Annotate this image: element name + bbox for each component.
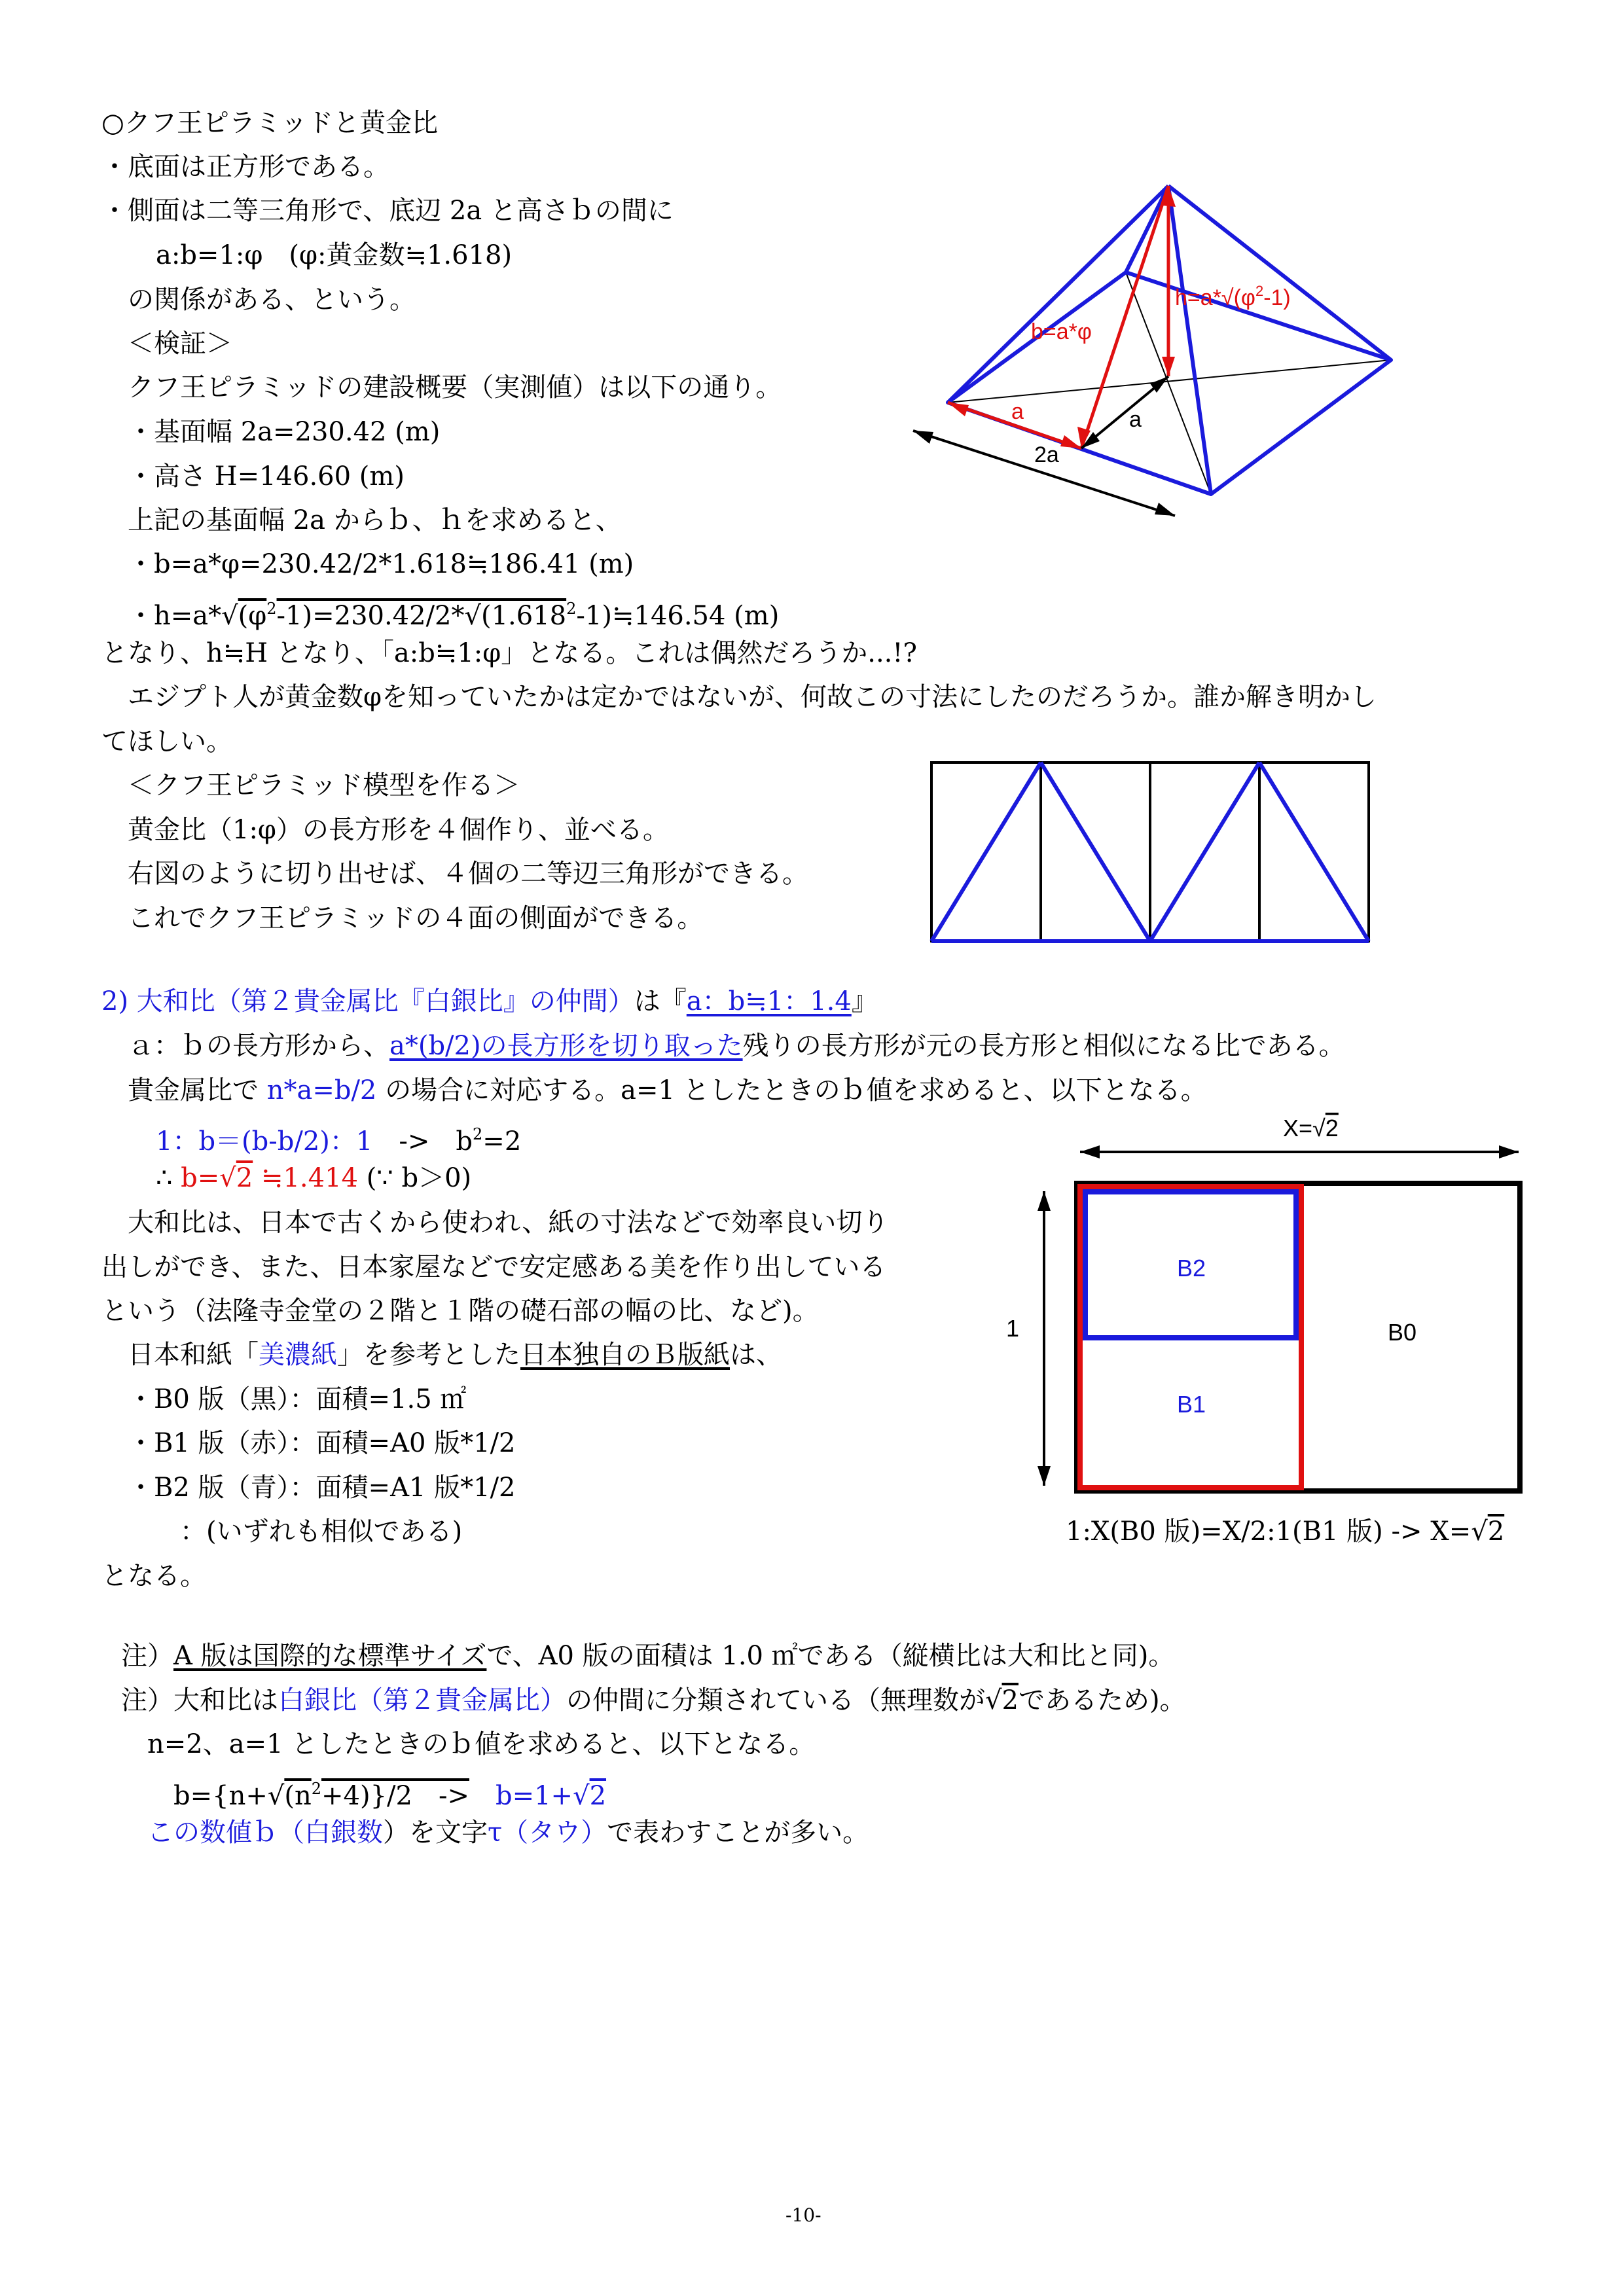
text-line: となる。 [101, 1561, 206, 1591]
label-b1: B1 [1177, 1391, 1206, 1418]
text-line: 日本和紙「美濃紙」を参考とした日本独自のＢ版紙は、 [128, 1340, 782, 1370]
text-line: 貴金属比で n*a=b/2 の場合に対応する。a=1 としたときのｂ値を求めると、以下となる。 [128, 1075, 1207, 1105]
text-line: ・側面は二等三角形で、底辺 2a と高さｂの間に [101, 196, 674, 226]
label-2a: 2a [1034, 442, 1059, 467]
text-line: 上記の基面幅 2a からｂ、ｈを求めると、 [128, 505, 622, 535]
figure-caption: 1:X(B0 版)=X/2:1(B1 版) -> X=√2 [1066, 1516, 1505, 1547]
text-line: エジプト人が黄金数φを知っていたかは定かではないが、何故この寸法にしたのだろうか。誰か解き明かし [128, 682, 1377, 712]
label-b2: B2 [1177, 1255, 1206, 1282]
text-line: ・高さ H=146.60 (m) [128, 461, 405, 492]
page-number: -10- [785, 2204, 821, 2226]
text-line: 出しができ、また、日本家屋などで安定感ある美を作り出している [101, 1252, 886, 1282]
label-a-black: a [1129, 407, 1142, 432]
note-line: 注）A 版は国際的な標準サイズで、A0 版の面積は 1.0 ㎡である（縦横比は大和比と同)。 [121, 1641, 1175, 1671]
note-line: この数値ｂ（白銀数）を文字τ（タウ）で表わすことが多い。 [147, 1818, 869, 1848]
text-line: ：(いずれも相似である) [180, 1516, 463, 1547]
label-h: $h=a*√(\varphi^2-1)$ [1175, 283, 1291, 310]
note-line: $b=\{n+√(n^2+4)\}/2$ -> b=1+√2 [173, 1780, 607, 1811]
triangle-net-diagram [929, 759, 1381, 949]
text-line: これでクフ王ピラミッドの４面の側面ができる。 [128, 903, 704, 933]
text-line: てほしい。 [101, 726, 232, 757]
text-line: ・B0 版（黒）：面積=1.5 ㎡ [128, 1384, 467, 1414]
formula-line: ・$h=a*√(\varphi^2-1)=230.42/2*√(1.618^2-1)≒146.54$ (m) [128, 600, 780, 631]
text-line: ＜クフ王ピラミッド模型を作る＞ [128, 770, 520, 800]
text-line: クフ王ピラミッドの建設概要（実測値）は以下の通り。 [128, 372, 782, 403]
text-line: 右図のように切り出せば、４個の二等辺三角形ができる。 [128, 859, 808, 889]
label-b: b=a*φ [1031, 319, 1092, 344]
text-line: ＜検証＞ [128, 329, 232, 359]
text-line: a:b=1:φ (φ:黄金数≒1.618) [156, 240, 513, 270]
text-line: の関係がある、という。 [128, 285, 416, 315]
text-line: ａ：ｂの長方形から、a*(b/2)の長方形を切り取った残りの長方形が元の長方形と相似になる比である。 [128, 1031, 1345, 1061]
text-line: 黄金比（1:φ）の長方形を４個作り、並べる。 [128, 815, 669, 845]
equation-line: ∴ b=√2 ≒1.414 (∵ b＞0) [156, 1163, 472, 1193]
text-line: 大和比は、日本で古くから使われ、紙の寸法などで効率良い切り [128, 1208, 889, 1238]
paper-size-diagram [995, 1106, 1532, 1564]
text-line: という（法隆寺金堂の２階と１階の礎石部の幅の比、など)。 [101, 1296, 819, 1326]
note-line: 注）大和比は白銀比（第２貴金属比）の仲間に分類されている（無理数が√2であるため)。 [121, 1685, 1186, 1715]
label-b0: B0 [1388, 1319, 1417, 1346]
text-line: ・B1 版（赤）：面積=A0 版*1/2 [128, 1428, 516, 1458]
side-dimension-label: 1 [1006, 1315, 1020, 1342]
label-a-red: a [1011, 399, 1024, 424]
section-title: ○クフ王ピラミッドと黄金比 [101, 108, 439, 138]
text-line: ・基面幅 2a=230.42 (m) [128, 417, 441, 447]
text-line: ・底面は正方形である。 [101, 152, 389, 182]
x-dimension-label: X=√2 [1283, 1115, 1339, 1141]
note-line: n=2、a=1 としたときのｂ値を求めると、以下となる。 [147, 1729, 816, 1759]
pyramid-diagram [903, 177, 1401, 530]
text-line: となり、h≒H となり、「a:b≒1:φ」となる。これは偶然だろうか...!? [101, 638, 917, 668]
text-line: ・B2 版（青）：面積=A1 版*1/2 [128, 1473, 516, 1503]
section-heading-2: 2) 大和比（第２貴金属比『白銀比』の仲間）は『a：b≒1：1.4』 [101, 986, 878, 1016]
equation-line: 1：b＝(b-b/2)：1 -> $b^2=2$ [156, 1125, 522, 1157]
text-line: ・b=a*φ=230.42/2*1.618≒186.41 (m) [128, 549, 634, 579]
